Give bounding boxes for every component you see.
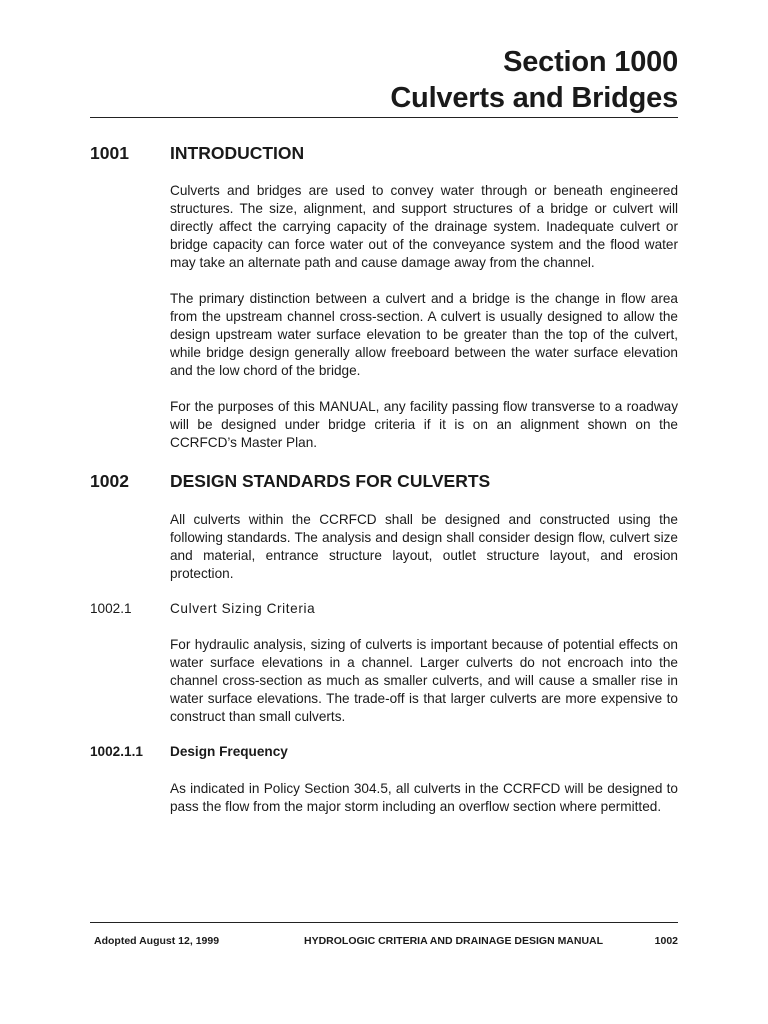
section-number: 1002 (90, 471, 129, 491)
footer-divider (90, 922, 678, 923)
title-divider (90, 117, 678, 118)
section-number: 1001 (90, 143, 129, 163)
subsection-number: 1002.1 (90, 601, 132, 616)
paragraph: As indicated in Policy Section 304.5, all culverts in the CCRFCD will be designed to pass the flow from the major storm including an overflow section where permitted. (170, 781, 678, 815)
footer-page-number: 1002 (654, 935, 678, 947)
subsection-title: Design Frequency (170, 744, 288, 759)
paragraph: Culverts and bridges are used to convey water through or beneath engineered structures. The size, alignment, and support structures of a bridge or culvert will directly affect the carrying capacity of the drainage system. Inadequate culvert or bridge capacity can force water out of the conveyance system and the flood water may take an alternate path and cause damage away from the channel. (170, 183, 678, 271)
footer-manual-title: HYDROLOGIC CRITERIA AND DRAINAGE DESIGN MANUAL (304, 935, 604, 947)
paragraph: For the purposes of this MANUAL, any facility passing flow transverse to a roadway will be designed under bridge criteria if it is on an alignment shown on the CCRFCD’s Master Plan. (170, 399, 678, 451)
paragraph: For hydraulic analysis, sizing of culverts is important because of potential effects on water surface elevations in a channel. Larger culverts do not encroach into the channel cross-section as much as smaller culverts, and will cause a smaller rise in water surface elevations. The trade-off is that larger culverts are more expensive to construct than small culverts. (170, 637, 678, 725)
subsection-number: 1002.1.1 (90, 744, 143, 759)
footer-adopted-date: Adopted August 12, 1999 (94, 935, 220, 947)
section-name-title: Culverts and Bridges (390, 82, 678, 114)
section-number-title: Section 1000 (503, 46, 678, 78)
paragraph: The primary distinction between a culvert and a bridge is the change in flow area from the upstream channel cross-section. A culvert is usually designed to allow the design upstream water surface elevation to be greater than the top of the culvert, while bridge design generally allow freeboard between the water surface elevation and the low chord of the bridge. (170, 291, 678, 379)
paragraph: All culverts within the CCRFCD shall be designed and constructed using the following standards. The analysis and design shall consider design flow, culvert size and material, entrance structure layout, outlet structure layout, and erosion protection. (170, 512, 678, 582)
page-footer (90, 934, 678, 948)
page-title (390, 44, 678, 116)
subsection-title: Culvert Sizing Criteria (170, 601, 316, 616)
section-title: DESIGN STANDARDS FOR CULVERTS (170, 471, 491, 491)
section-title: INTRODUCTION (170, 143, 305, 163)
